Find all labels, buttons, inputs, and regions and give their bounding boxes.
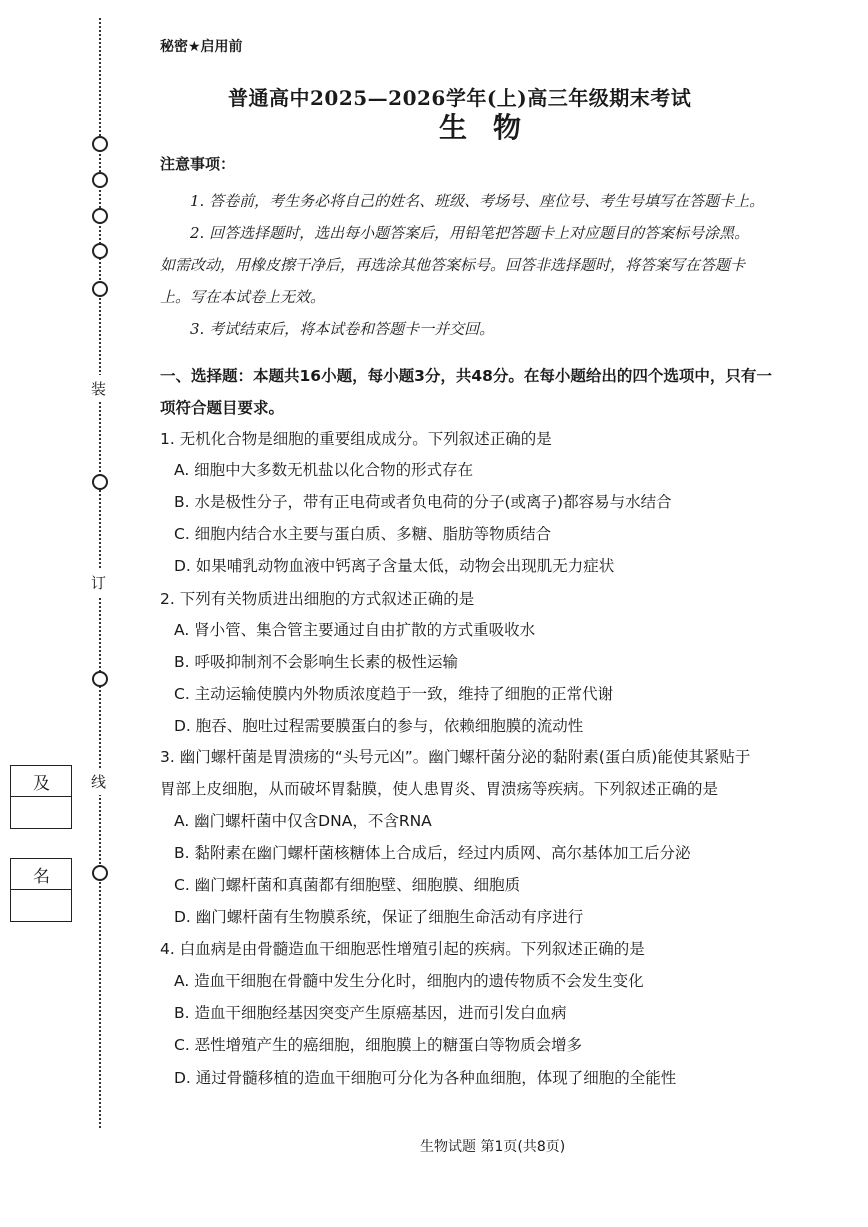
note-line: 1. 答卷前，考生务必将自己的姓名、班级、考场号、座位号、考生号填写在答题卡上。 <box>190 192 765 210</box>
binding-hole <box>92 243 108 259</box>
note-line: 3. 考试结束后，将本试卷和答题卡一并交回。 <box>190 320 495 338</box>
note-line: 2. 回答选择题时，选出每小题答案后，用铅笔把答题卡上对应题目的答案标号涂黑。 <box>190 224 750 242</box>
name-box-label: 名 <box>33 867 50 887</box>
question-1-option-d: D. 如果哺乳动物血液中钙离子含量太低，动物会出现肌无力症状 <box>174 557 615 575</box>
note-line: 如需改动，用橡皮擦干净后，再选涂其他答案标号。回答非选择题时，将答案写在答题卡 <box>160 256 746 274</box>
binding-char-xian: 线 <box>91 768 106 795</box>
page-footer: 生物试题 第1页(共8页) <box>420 1139 566 1155</box>
question-3-option-a: A. 幽门螺杆菌中仅含DNA，不含RNA <box>174 812 432 830</box>
subject-title: 生物 <box>439 111 548 144</box>
binding-hole <box>92 136 108 152</box>
question-1-option-b: B. 水是极性分子，带有正电荷或者负电荷的分子(或离子)都容易与水结合 <box>174 493 672 511</box>
question-3-option-b: B. 黏附素在幽门螺杆菌核糖体上合成后，经过内质网、高尔基体加工后分泌 <box>174 844 691 862</box>
binding-hole <box>92 671 108 687</box>
binding-hole <box>92 865 108 881</box>
binding-char-ding: 订 <box>91 569 106 596</box>
class-info-box <box>10 765 72 829</box>
binding-char-zhuang: 装 <box>91 375 106 402</box>
name-info-box <box>10 858 72 922</box>
question-3-option-d: D. 幽门螺杆菌有生物膜系统，保证了细胞生命活动有序进行 <box>174 908 584 926</box>
question-1-stem: 1. 无机化合物是细胞的重要组成成分。下列叙述正确的是 <box>160 430 552 448</box>
question-4-option-d: D. 通过骨髓移植的造血干细胞可分化为各种血细胞，体现了细胞的全能性 <box>174 1069 677 1087</box>
secret-label: 秘密★启用前 <box>160 39 243 55</box>
exam-title: 普通高中2025—2026学年(上)高三年级期末考试 <box>228 86 692 110</box>
question-2-option-b: B. 呼吸抑制剂不会影响生长素的极性运输 <box>174 653 458 671</box>
binding-hole <box>92 172 108 188</box>
binding-hole <box>92 208 108 224</box>
note-line: 上。写在本试卷上无效。 <box>160 288 326 306</box>
question-2-option-a: A. 肾小管、集合管主要通过自由扩散的方式重吸收水 <box>174 621 536 639</box>
question-1-option-c: C. 细胞内结合水主要与蛋白质、多糖、脂肪等物质结合 <box>174 525 552 543</box>
section-heading-cont: 项符合题目要求。 <box>160 399 285 417</box>
question-4-option-c: C. 恶性增殖产生的癌细胞，细胞膜上的糖蛋白等物质会增多 <box>174 1036 583 1054</box>
notes-heading: 注意事项： <box>160 155 236 173</box>
question-4-option-a: A. 造血干细胞在骨髓中发生分化时，细胞内的遗传物质不会发生变化 <box>174 972 644 990</box>
binding-hole <box>92 281 108 297</box>
question-2-stem: 2. 下列有关物质进出细胞的方式叙述正确的是 <box>160 590 475 608</box>
question-2-option-d: D. 胞吞、胞吐过程需要膜蛋白的参与，依赖细胞膜的流动性 <box>174 717 584 735</box>
question-4-option-b: B. 造血干细胞经基因突变产生原癌基因，进而引发白血病 <box>174 1004 567 1022</box>
question-3-stem: 3. 幽门螺杆菌是胃溃疡的“头号元凶”。幽门螺杆菌分泌的黏附素(蛋白质)能使其紧贴于 <box>160 748 751 766</box>
question-3-option-c: C. 幽门螺杆菌和真菌都有细胞壁、细胞膜、细胞质 <box>174 876 521 894</box>
class-box-label: 及 <box>33 774 50 794</box>
question-4-stem: 4. 白血病是由骨髓造血干细胞恶性增殖引起的疾病。下列叙述正确的是 <box>160 940 645 958</box>
question-3-stem-cont: 胃部上皮细胞，从而破坏胃黏膜，使人患胃炎、胃溃疡等疾病。下列叙述正确的是 <box>160 780 719 798</box>
section-heading: 一、选择题：本题共16小题，每小题3分，共48分。在每小题给出的四个选项中，只有一 <box>160 367 772 385</box>
question-1-option-a: A. 细胞中大多数无机盐以化合物的形式存在 <box>174 461 474 479</box>
binding-hole <box>92 474 108 490</box>
question-2-option-c: C. 主动运输使膜内外物质浓度趋于一致，维持了细胞的正常代谢 <box>174 685 614 703</box>
